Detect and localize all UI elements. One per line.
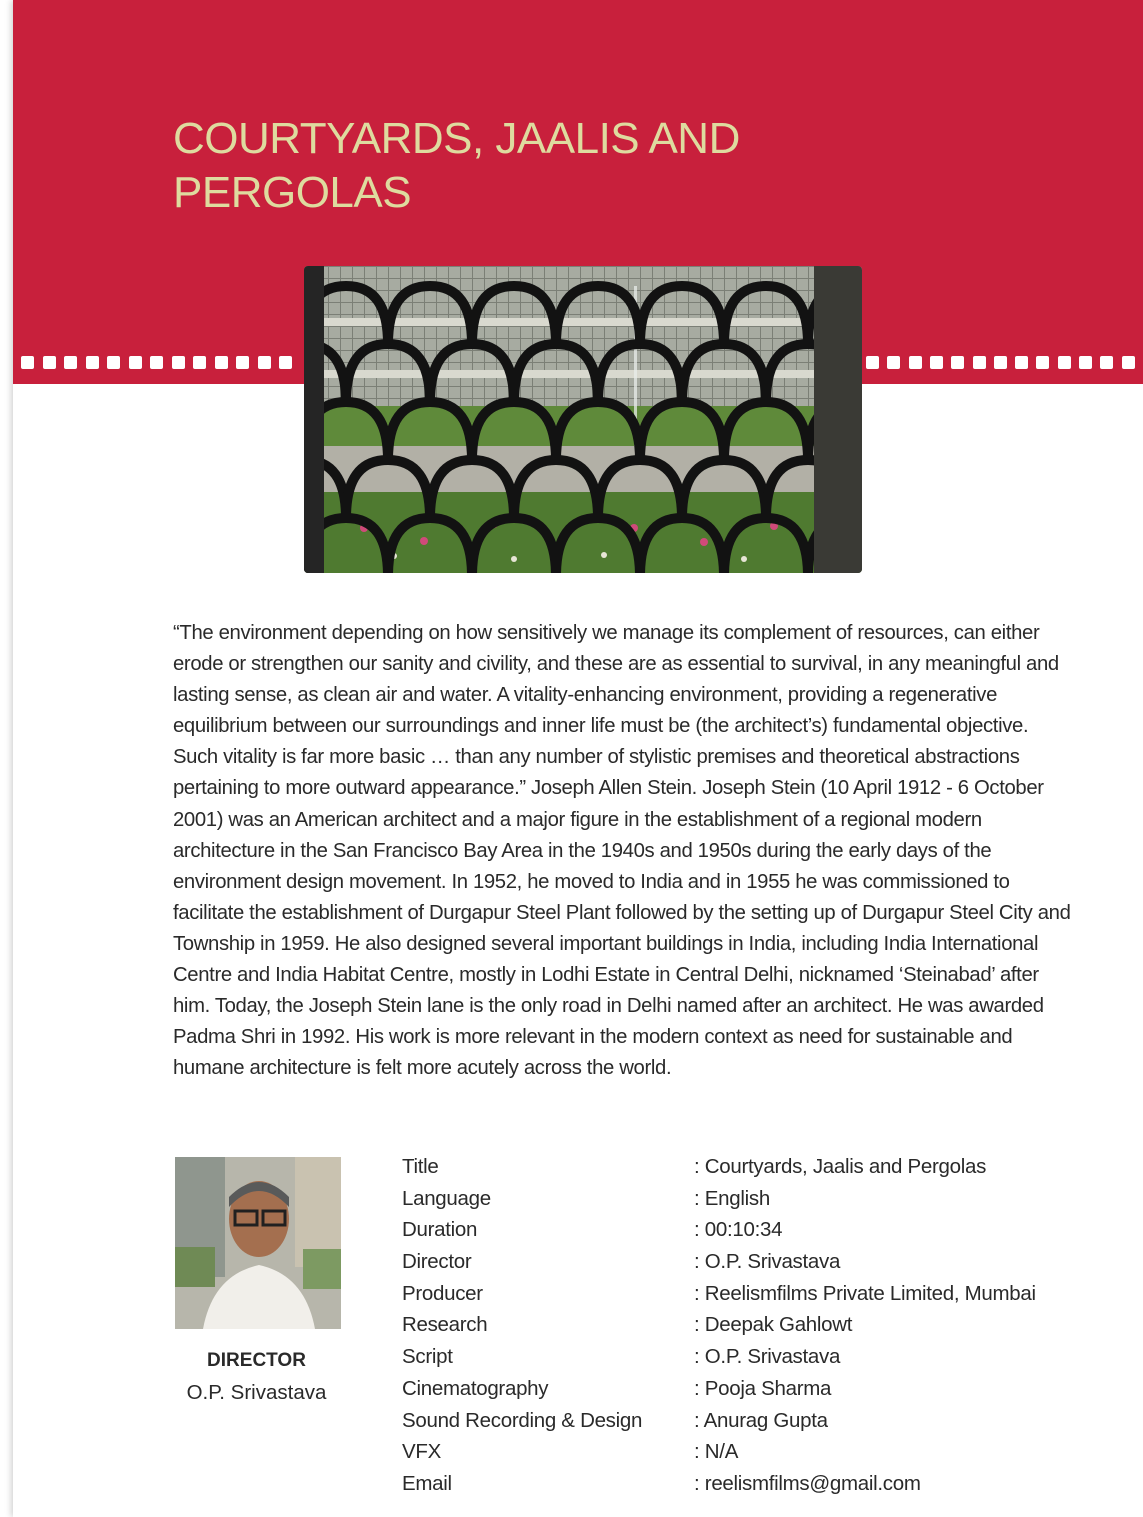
credit-value: : reelismfilms@gmail.com (694, 1471, 921, 1495)
credit-row (402, 1183, 1122, 1215)
credit-value: : Anurag Gupta (694, 1408, 828, 1432)
catalogue-page (13, 0, 1143, 1517)
credit-value: : English (694, 1186, 770, 1210)
director-portrait (175, 1157, 341, 1329)
credit-label: VFX (402, 1440, 441, 1464)
credit-label: Script (402, 1345, 453, 1369)
credit-label: Sound Recording & Design (402, 1408, 643, 1432)
credit-label: Title (402, 1155, 439, 1178)
credits-table (402, 1151, 1122, 1500)
director-role-label: DIRECTOR (207, 1350, 306, 1371)
credit-value: : O.P. Srivastava (694, 1250, 841, 1274)
credit-row (402, 1341, 1122, 1373)
film-sprocket-hole (866, 356, 879, 369)
credit-label: Cinematography (402, 1376, 549, 1400)
credit-row (402, 1214, 1122, 1246)
credit-value: : 00:10:34 (694, 1218, 783, 1242)
credit-row (402, 1246, 1122, 1278)
film-sprocket-hole (1036, 356, 1049, 369)
film-sprocket-hole (930, 356, 943, 369)
film-sprocket-hole (150, 356, 163, 369)
credit-row (402, 1436, 1122, 1468)
director-name: O.P. Srivastava (186, 1381, 327, 1404)
credit-label: Producer (402, 1281, 483, 1305)
jaali-photo-illustration (304, 266, 862, 573)
film-sprocket-hole (1079, 356, 1092, 369)
credit-row (402, 1468, 1122, 1500)
credit-row (402, 1373, 1122, 1405)
film-sprocket-hole (43, 356, 56, 369)
film-sprocket-hole (951, 356, 964, 369)
film-sprocket-hole (129, 356, 142, 369)
film-sprocket-hole (193, 356, 206, 369)
credit-row (402, 1309, 1122, 1341)
film-sprocket-hole (1015, 356, 1028, 369)
film-sprocket-hole (107, 356, 120, 369)
credit-label: Director (402, 1250, 472, 1274)
film-sprocket-hole (1122, 356, 1135, 369)
credit-label: Language (402, 1186, 491, 1210)
credit-value: : Reelismfilms Private Limited, Mumbai (694, 1281, 1036, 1305)
film-sprocket-hole (887, 356, 900, 369)
film-sprocket-hole (236, 356, 249, 369)
credit-value: : Pooja Sharma (694, 1376, 832, 1400)
film-sprocket-hole (21, 356, 34, 369)
film-still-photo (304, 266, 862, 573)
credit-row (402, 1151, 1122, 1183)
credit-value: : O.P. Srivastava (694, 1345, 841, 1369)
credit-value: : N/A (694, 1440, 739, 1464)
film-sprocket-hole (279, 356, 292, 369)
film-sprocket-hole (86, 356, 99, 369)
film-sprocket-hole (1058, 356, 1071, 369)
film-sprocket-hole (258, 356, 271, 369)
film-sprocket-hole (215, 356, 228, 369)
film-sprocket-hole (973, 356, 986, 369)
film-sprocket-hole (994, 356, 1007, 369)
film-title: COURTYARDS, JAALIS AND PERGOLAS (173, 114, 740, 217)
credit-row (402, 1405, 1122, 1437)
credit-value: : Courtyards, Jaalis and Pergolas (694, 1155, 987, 1178)
film-sprocket-hole (909, 356, 922, 369)
credit-label: Email (402, 1471, 452, 1495)
film-sprocket-hole (172, 356, 185, 369)
credit-row (402, 1278, 1122, 1310)
film-sprocket-hole (1100, 356, 1113, 369)
film-sprocket-hole (64, 356, 77, 369)
credit-label: Research (402, 1313, 488, 1337)
credit-label: Duration (402, 1218, 478, 1242)
credit-value: : Deepak Gahlowt (694, 1313, 853, 1337)
film-synopsis: “The environment depending on how sensitively we manage its complement of resources, can either erode or strengthen our sanity and civility, and these are as essential to survival, in any meaningful and lasting sense, as clean air and water. A vitality-enhancing environment, providing a regenerative equilibrium between our surroundings and inner life must be (the architect’s) fundamental objective. Such vitality is far more basic … than any number of stylistic premises and theoretical abstractions pertaining to more outward appearance.” Joseph Allen Stein. Joseph Stein (10 April 1912 - 6 October 2001) was an American architect and a major figure in the establishment of a regional modern architecture in the San Francisco Bay Area in the 1940s and 1950s during the early days of the environment design movement. In 1952, he moved to India and in 1955 he was commissioned to facilitate the establishment of Durgapur Steel Plant followed by the setting up of Durgapur Steel City and Township in 1959. He also designed several important buildings in India, including India International Centre and India Habitat Centre, mostly in Lodhi Estate in Central Delhi, nicknamed ‘Steinabad’ after him. Today, the Joseph Stein lane is the only road in Delhi named after an architect. He was awarded Padma Shri in 1992. His work is more relevant in the modern context as need for sustainable and humane architecture is felt more acutely across the world. (173, 622, 1071, 1080)
